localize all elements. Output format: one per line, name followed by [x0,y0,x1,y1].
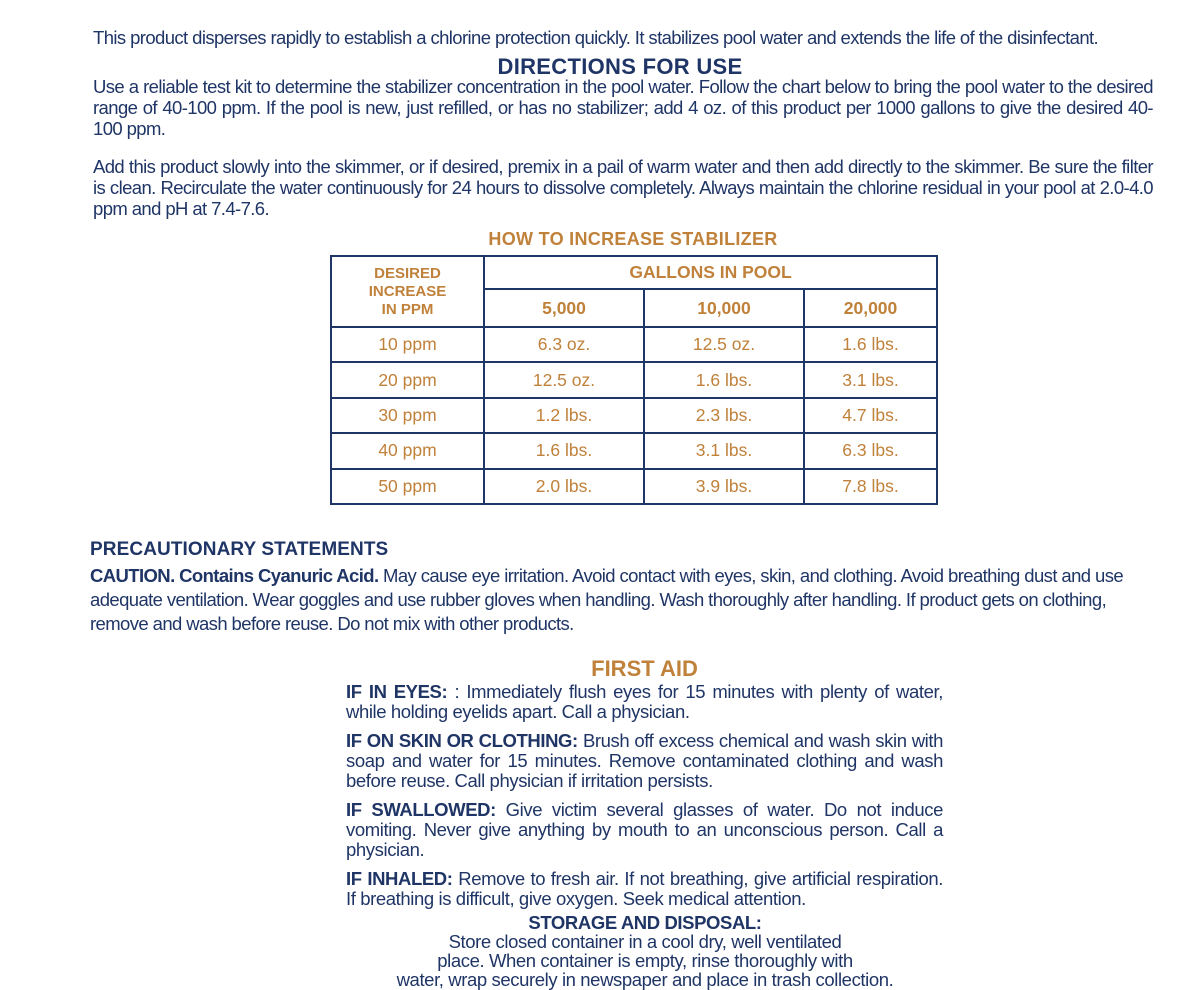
caution-label: CAUTION. Contains Cyanuric Acid. [90,565,379,586]
directions-title: DIRECTIONS FOR USE [497,54,743,79]
first-aid-label: IF ON SKIN OR CLOTHING: [346,730,578,751]
amount-cell: 4.7 lbs. [804,398,937,433]
first-aid-list [346,682,943,918]
storage-line: place. When container is empty, rinse thoroughly with [437,950,853,971]
table-row [331,362,937,397]
ppm-header-line: IN PPM [381,300,434,318]
first-aid-text: : Immediately flush eyes for 15 minutes with plenty of water, while holding eyelids apart. Call a physician. [346,681,943,722]
table-row [331,433,937,468]
amount-cell: 6.3 oz. [484,327,644,362]
gallons-column-header: 20,000 [804,289,937,327]
table-row [331,469,937,504]
amount-cell: 12.5 oz. [484,362,644,397]
amount-cell: 1.6 lbs. [644,362,804,397]
ppm-header-line: DESIRED [374,264,441,282]
storage-line: Store closed container in a cool dry, well ventilated [448,931,842,952]
first-aid-inhaled [346,869,943,909]
gallons-column-header: 5,000 [484,289,644,327]
amount-cell: 3.9 lbs. [644,469,804,504]
first-aid-label: IF SWALLOWED: [346,799,496,820]
ppm-column-header [331,256,484,327]
stabilizer-table-title: HOW TO INCREASE STABILIZER [488,229,778,249]
table-row [331,398,937,433]
storage-section [330,913,960,989]
ppm-cell: 20 ppm [331,362,484,397]
storage-line: water, wrap securely in newspaper and place in trash collection. [396,969,894,990]
first-aid-swallowed [346,800,943,860]
precautionary-title: PRECAUTIONARY STATEMENTS [90,539,389,560]
first-aid-text: Remove to fresh air. If not breathing, give artificial respiration. If breathing is difficult, give oxygen. Seek medical attention. [346,868,944,909]
gallons-header: GALLONS IN POOL [484,256,937,289]
amount-cell: 2.3 lbs. [644,398,804,433]
amount-cell: 12.5 oz. [644,327,804,362]
intro-text: This product disperses rapidly to establish a chlorine protection quickly. It stabilizes pool water and extends the life of the disinfectant. [93,27,1099,48]
precautionary-text [90,564,1152,636]
ppm-cell: 50 ppm [331,469,484,504]
first-aid-title: FIRST AID [591,656,698,681]
table-row [331,327,937,362]
directions-paragraph-2: Add this product slowly into the skimmer, or if desired, premix in a pail of warm water and then add directly to the skimmer. Be sure the filter is clean. Recirculate the water continuously for 24 hours to dissolve completely. Always maintain the chlorine residual in your pool at 2.0-4.0 ppm and pH at 7.4-7.6. [93,156,1153,219]
stabilizer-table [330,255,938,505]
ppm-header-line: INCREASE [368,282,447,300]
ppm-cell: 30 ppm [331,398,484,433]
amount-cell: 2.0 lbs. [484,469,644,504]
storage-title: STORAGE AND DISPOSAL: [528,912,762,933]
amount-cell: 3.1 lbs. [644,433,804,468]
first-aid-text: Brush off excess chemical and wash skin with soap and water for 15 minutes. Remove contaminated clothing and wash before reuse. Call physician if irritation persists. [346,730,944,791]
amount-cell: 1.6 lbs. [804,327,937,362]
first-aid-skin [346,731,943,791]
amount-cell: 7.8 lbs. [804,469,937,504]
first-aid-label: IF INHALED: [346,868,453,889]
amount-cell: 6.3 lbs. [804,433,937,468]
amount-cell: 1.2 lbs. [484,398,644,433]
first-aid-text: Give victim several glasses of water. Do not induce vomiting. Never give anything by mouth to an unconscious person. Call a physician. [346,799,943,860]
caution-text: May cause eye irritation. Avoid contact with eyes, skin, and clothing. Avoid breathing dust and use adequate ventilation. Wear goggles and use rubber gloves when handling. Wash thoroughly after handling. If product gets on clothing, remove and wash before reuse. Do not mix with other products. [90,565,1124,634]
amount-cell: 3.1 lbs. [804,362,937,397]
directions-paragraph-1: Use a reliable test kit to determine the stabilizer concentration in the pool water. Follow the chart below to bring the pool water to the desired range of 40-100 ppm. If the pool is new, just refilled, or has no stabilizer; add 4 oz. of this product per 1000 gallons to give the desired 40-100 ppm. [93,76,1153,139]
gallons-column-header: 10,000 [644,289,804,327]
first-aid-eyes [346,682,943,722]
ppm-cell: 40 ppm [331,433,484,468]
ppm-cell: 10 ppm [331,327,484,362]
first-aid-label: IF IN EYES: [346,681,448,702]
amount-cell: 1.6 lbs. [484,433,644,468]
